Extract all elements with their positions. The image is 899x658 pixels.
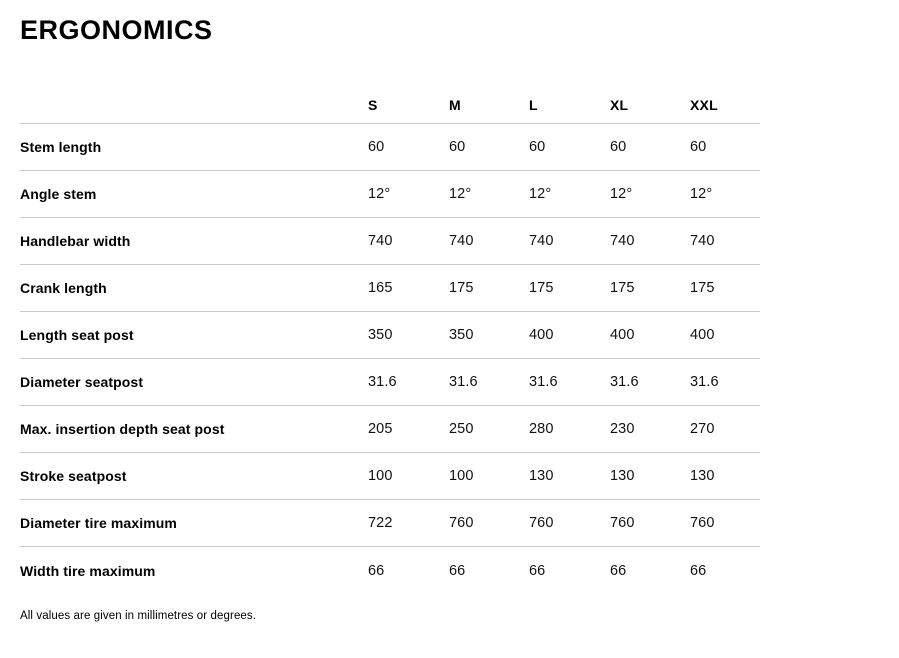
cell-value: 400: [529, 312, 610, 359]
row-label: Crank length: [20, 265, 368, 312]
cell-value: 740: [690, 218, 760, 265]
cell-value: 165: [368, 265, 449, 312]
cell-value: 12°: [368, 171, 449, 218]
cell-value: 760: [449, 500, 529, 547]
table-row: [20, 547, 760, 594]
page-title: ERGONOMICS: [20, 15, 213, 45]
cell-value: 60: [368, 124, 449, 171]
column-header-s: S: [368, 86, 449, 124]
cell-value: 60: [610, 124, 690, 171]
cell-value: 175: [529, 265, 610, 312]
cell-value: 31.6: [610, 359, 690, 406]
cell-value: 270: [690, 406, 760, 453]
cell-value: 175: [449, 265, 529, 312]
cell-value: 722: [368, 500, 449, 547]
row-label: Stem length: [20, 124, 368, 171]
table-row: [20, 265, 760, 312]
table-row: [20, 171, 760, 218]
cell-value: 12°: [690, 171, 760, 218]
cell-value: 760: [529, 500, 610, 547]
cell-value: 400: [690, 312, 760, 359]
header-row: [20, 86, 760, 124]
cell-value: 31.6: [690, 359, 760, 406]
table-row: [20, 124, 760, 171]
cell-value: 60: [449, 124, 529, 171]
table-body: [20, 124, 760, 594]
row-label: Max. insertion depth seat post: [20, 406, 368, 453]
cell-value: 66: [368, 562, 385, 579]
cell-value: 100: [368, 453, 449, 500]
row-label: Stroke seatpost: [20, 453, 368, 500]
row-label: Diameter tire maximum: [20, 500, 368, 547]
table-row: [20, 453, 760, 500]
cell-value: 760: [610, 500, 690, 547]
cell-value: 740: [529, 218, 610, 265]
cell-value: 230: [610, 406, 690, 453]
cell-value: 740: [610, 218, 690, 265]
cell-value: 130: [610, 453, 690, 500]
cell-value: 66: [610, 562, 627, 579]
cell-value: 175: [690, 265, 760, 312]
column-header-l: L: [529, 86, 610, 124]
cell-value: 130: [529, 453, 610, 500]
column-header-m: M: [449, 86, 529, 124]
row-label: Handlebar width: [20, 218, 368, 265]
cell-value: 12°: [610, 171, 690, 218]
cell-value: 250: [449, 406, 529, 453]
row-label: Length seat post: [20, 312, 368, 359]
cell-value: 400: [610, 312, 690, 359]
cell-value: 66: [690, 562, 707, 579]
row-label: Angle stem: [20, 171, 368, 218]
table-row: [20, 218, 760, 265]
ergonomics-table: [20, 86, 760, 594]
cell-value: 350: [368, 312, 449, 359]
cell-value: 350: [449, 312, 529, 359]
cell-value: 740: [368, 218, 449, 265]
column-header-xxl: XXL: [690, 86, 760, 124]
table-row: [20, 359, 760, 406]
cell-value: 12°: [449, 171, 529, 218]
column-header-xl: XL: [610, 86, 690, 124]
cell-value: 66: [529, 562, 546, 579]
cell-value: 100: [449, 453, 529, 500]
table-row: [20, 312, 760, 359]
cell-value: 31.6: [368, 359, 449, 406]
cell-value: 175: [610, 265, 690, 312]
cell-value: 205: [368, 406, 449, 453]
cell-value: 280: [529, 406, 610, 453]
footnote: All values are given in millimetres or degrees.: [20, 609, 257, 622]
cell-value: 31.6: [449, 359, 529, 406]
cell-value: 60: [690, 124, 760, 171]
cell-value: 12°: [529, 171, 610, 218]
row-label: Width tire maximum: [20, 562, 156, 579]
table-row: [20, 500, 760, 547]
cell-value: 760: [690, 500, 760, 547]
cell-value: 740: [449, 218, 529, 265]
table-header: [20, 86, 760, 124]
cell-value: 66: [449, 562, 466, 579]
table-row: [20, 406, 760, 453]
cell-value: 60: [529, 124, 610, 171]
cell-value: 130: [690, 453, 760, 500]
cell-value: 31.6: [529, 359, 610, 406]
row-label: Diameter seatpost: [20, 359, 368, 406]
column-header-spacer: [20, 86, 368, 124]
